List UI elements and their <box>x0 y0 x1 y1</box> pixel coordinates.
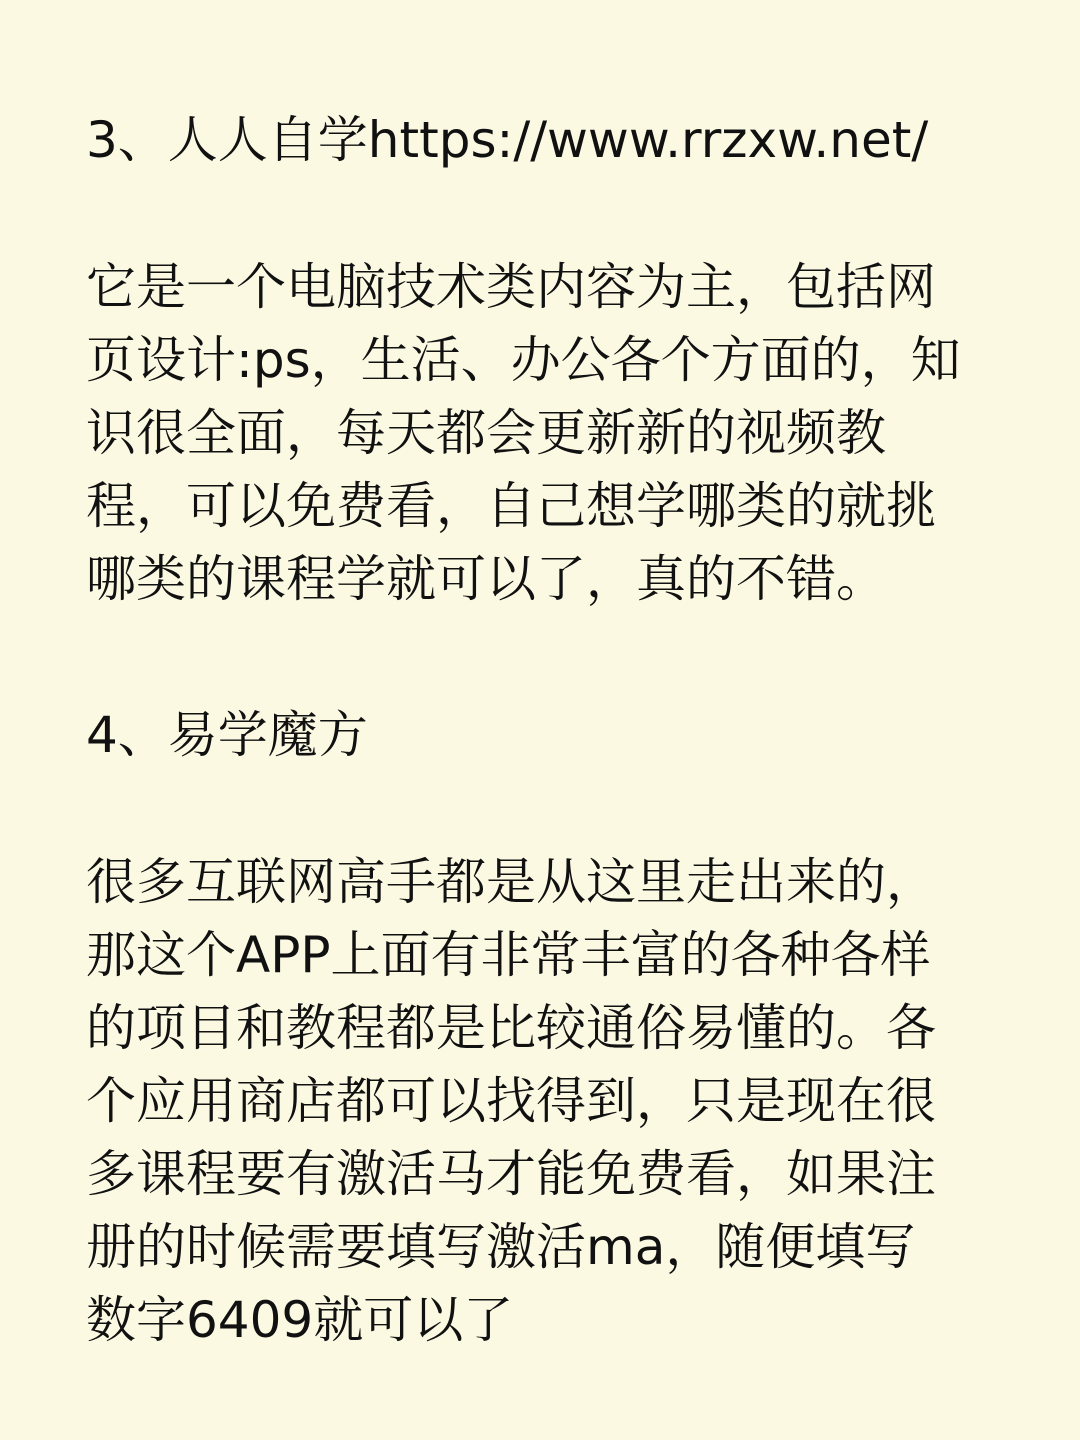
section-title-rrzxw: 3、人人自学https://www.rrzxw.net/ <box>86 111 929 169</box>
section-title-yixuemofang: 4、易学魔方 <box>86 706 368 764</box>
paragraph-line: 个应用商店都可以找得到，只是现在很 <box>86 1072 936 1130</box>
spacer <box>86 770 990 846</box>
paragraph-line: 程，可以免费看，自己想学哪类的就挑 <box>86 477 936 535</box>
paragraph-line: 册的时候需要填写激活ma，随便填写 <box>86 1218 916 1276</box>
paragraph-line: 多课程要有激活马才能免费看，如果注 <box>86 1145 936 1203</box>
spacer <box>86 175 990 251</box>
paragraph-line: 它是一个电脑技术类内容为主，包括网 <box>86 258 936 316</box>
spacer <box>86 616 990 700</box>
paragraph-line: 哪类的课程学就可以了，真的不错。 <box>86 550 886 608</box>
section-paragraph-yixuemofang <box>86 846 990 1357</box>
paragraph-line: 很多互联网高手都是从这里走出来的， <box>86 853 936 911</box>
paragraph-line: 数字6409就可以了 <box>86 1291 514 1349</box>
paragraph-line: 那这个APP上面有非常丰富的各种各样 <box>86 926 931 984</box>
paragraph-line: 页设计:ps，生活、办公各个方面的，知 <box>86 331 961 389</box>
section-paragraph-rrzxw <box>86 251 990 616</box>
paragraph-line: 的项目和教程都是比较通俗易懂的。各 <box>86 999 936 1057</box>
paragraph-line: 识很全面，每天都会更新新的视频教 <box>86 404 886 462</box>
